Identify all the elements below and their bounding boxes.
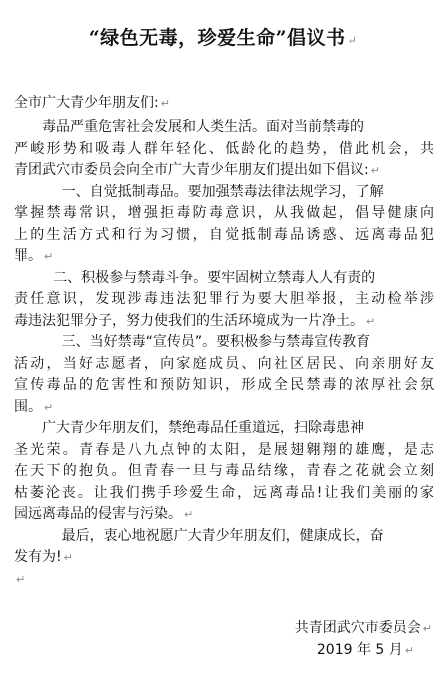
body-line-text: 严峻形势和吸毒人群年轻化、低龄化的趋势，借此机会，共 (14, 140, 434, 157)
greeting-line (14, 94, 434, 113)
paragraph-mark-icon: ↵ (160, 97, 170, 110)
body-line-text: 罪。 (14, 248, 42, 264)
body-line (14, 312, 434, 331)
paragraph-mark-icon: ↵ (422, 622, 432, 635)
body-line-text: 责任意识，发现涉毒违法犯罪行为要大胆举报，主动检举涉 (14, 291, 434, 307)
body-line (14, 398, 434, 417)
paragraph-mark-icon: ↵ (63, 551, 73, 564)
signature-date-text: 2019 年 5 月 (316, 642, 403, 658)
body-line (14, 247, 434, 266)
body-line (14, 462, 434, 480)
body-line (14, 183, 434, 201)
body-line (14, 441, 434, 459)
body-line-text: 园远离毒品的侵害与污染。 (14, 506, 182, 522)
paragraph-mark-icon: ↵ (44, 250, 54, 263)
body-line-text: 毒品严重危害社会发展和人类生活。面对当前禁毒的 (42, 119, 364, 135)
signature-date (317, 641, 414, 660)
body-line-text: 掌握禁毒常识，增强拒毒防毒意识，从我做起，倡导健康向 (14, 205, 434, 221)
body-line (14, 548, 434, 567)
body-line (14, 204, 434, 222)
body-line (14, 290, 434, 308)
body-line-text: 上的生活方式和行为习惯，自觉抵制毒品诱惑、远离毒品犯 (14, 226, 434, 243)
body-line-text: 二、积极参与禁毒斗争。要牢固树立禁毒人人有责的 (53, 269, 376, 286)
body-line-text: 在天下的抱负。但青春一旦与毒品结缘，青春之花就会立刻 (14, 463, 434, 479)
body-line (14, 269, 434, 287)
paragraph-mark-icon: ↵ (370, 164, 380, 177)
signature-organization-text: 共青团武穴市委员会 (294, 620, 421, 636)
body-line (14, 333, 434, 351)
body-line-text: 最后，衷心地祝愿广大青少年朋友们，健康成长，奋 (61, 527, 384, 544)
body-line (14, 376, 434, 394)
body-line (14, 161, 434, 180)
body-line (14, 355, 434, 373)
paragraph-mark-icon: ↵ (347, 34, 358, 47)
body-line-text: 毒违法犯罪分子，努力使我们的生活环境成为一片净土。 (14, 312, 364, 329)
body-line-text: 活动，当好志愿者，向家庭成员、向社区居民、向亲朋好友 (14, 355, 434, 372)
body-line-text: 宣传毒品的危害性和预防知识，形成全民禁毒的浓厚社会氛 (14, 377, 434, 393)
paragraph-mark-icon: ↵ (184, 508, 194, 521)
paragraph-mark-icon: ↵ (404, 644, 414, 657)
body-line-text: 发有为! (14, 549, 62, 565)
paragraph-mark-icon: ↵ (16, 572, 26, 586)
body-line-text: 圣光荣。青春是八九点钟的太阳，是展翅翱翔的雄鹰，是志 (14, 441, 434, 458)
body-line (14, 484, 434, 502)
body-line-text: 枯萎沦丧。让我们携手珍爱生命，远离毒品!让我们美丽的家 (14, 484, 434, 501)
body-line-text: 三、当好禁毒“宣传员”。要积极参与禁毒宣传教育 (61, 334, 371, 350)
greeting-text: 全市广大青少年朋友们: (14, 95, 159, 111)
body-line (14, 118, 434, 136)
body-line (14, 505, 434, 524)
body-line-text: 广大青少年朋友们，禁绝毒品任重道远，扫除毒患神 (42, 420, 364, 436)
document-title (0, 26, 446, 53)
body-line (14, 419, 434, 437)
body-line-text: 围。 (14, 398, 42, 415)
paragraph-mark-icon: ↵ (366, 314, 376, 328)
body-line (14, 527, 434, 545)
body-line (14, 226, 434, 244)
body-line-text: 一、自觉抵制毒品。要加强禁毒法律法规学习，了解 (61, 183, 384, 200)
body-line (14, 140, 434, 158)
body-line (14, 570, 434, 589)
body-line-text: 青团武穴市委员会向全市广大青少年朋友们提出如下倡议: (14, 162, 369, 178)
title-text: “绿色无毒，珍爱生命”倡议书 (88, 27, 346, 49)
paragraph-mark-icon: ↵ (44, 400, 54, 414)
signature-organization (295, 619, 432, 638)
